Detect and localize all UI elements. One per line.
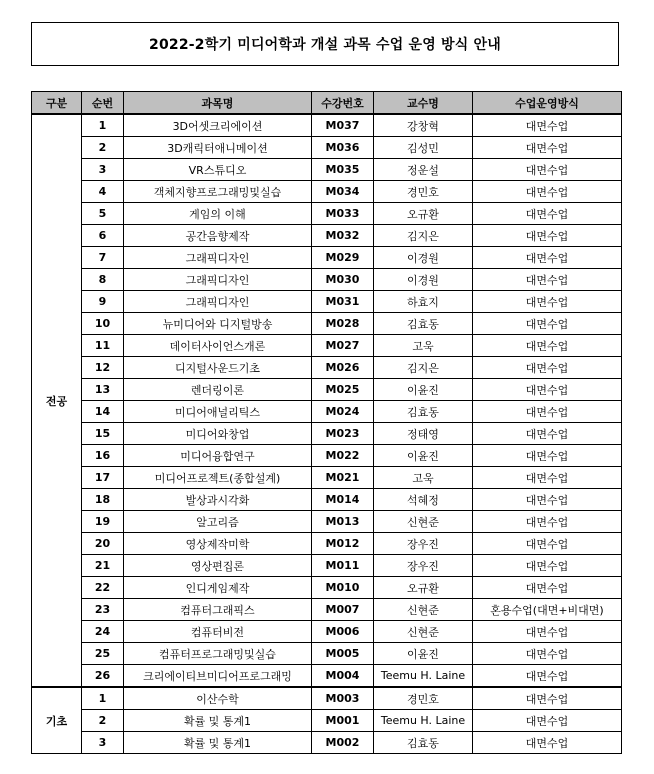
header-number: 순번 xyxy=(82,92,124,115)
table-row xyxy=(32,137,622,159)
page-title: 2022-2학기 미디어학과 개설 과목 수업 운영 방식 안내 xyxy=(31,22,619,66)
class-mode: 대면수업 xyxy=(473,423,622,445)
professor-name: 이윤진 xyxy=(374,379,473,401)
header-course: 과목명 xyxy=(124,92,312,115)
table-row xyxy=(32,732,622,754)
table-row xyxy=(32,313,622,335)
table-body xyxy=(32,114,622,754)
row-number: 1 xyxy=(82,687,124,710)
course-table xyxy=(31,91,622,754)
row-number: 7 xyxy=(82,247,124,269)
row-number: 8 xyxy=(82,269,124,291)
class-mode: 대면수업 xyxy=(473,159,622,181)
class-mode: 대면수업 xyxy=(473,445,622,467)
class-mode: 대면수업 xyxy=(473,401,622,423)
course-code: M003 xyxy=(312,687,374,710)
course-code: M022 xyxy=(312,445,374,467)
course-code: M027 xyxy=(312,335,374,357)
course-name: 컴퓨터그래픽스 xyxy=(124,599,312,621)
row-number: 6 xyxy=(82,225,124,247)
course-code: M025 xyxy=(312,379,374,401)
professor-name: 오규환 xyxy=(374,203,473,225)
row-number: 5 xyxy=(82,203,124,225)
course-code: M010 xyxy=(312,577,374,599)
course-name: 발상과시각화 xyxy=(124,489,312,511)
course-code: M037 xyxy=(312,114,374,137)
class-mode: 대면수업 xyxy=(473,269,622,291)
header-mode: 수업운영방식 xyxy=(473,92,622,115)
course-code: M002 xyxy=(312,732,374,754)
table-row xyxy=(32,269,622,291)
row-number: 22 xyxy=(82,577,124,599)
group-label: 전공 xyxy=(32,114,82,687)
header-category: 구분 xyxy=(32,92,82,115)
class-mode: 대면수업 xyxy=(473,732,622,754)
course-code: M004 xyxy=(312,665,374,688)
table-row xyxy=(32,533,622,555)
professor-name: 이경원 xyxy=(374,269,473,291)
course-name: 3D어셋크리에이션 xyxy=(124,114,312,137)
course-name: 확률 및 통계1 xyxy=(124,732,312,754)
table-row xyxy=(32,225,622,247)
professor-name: 이경원 xyxy=(374,247,473,269)
table-row xyxy=(32,203,622,225)
header-code: 수강번호 xyxy=(312,92,374,115)
table-row xyxy=(32,621,622,643)
course-name: 객체지향프로그래밍및실습 xyxy=(124,181,312,203)
row-number: 17 xyxy=(82,467,124,489)
class-mode: 대면수업 xyxy=(473,379,622,401)
class-mode: 대면수업 xyxy=(473,710,622,732)
table-row xyxy=(32,687,622,710)
professor-name: Teemu H. Laine xyxy=(374,665,473,688)
class-mode: 대면수업 xyxy=(473,489,622,511)
course-name: 미디어프로젝트(종합설계) xyxy=(124,467,312,489)
professor-name: 김지은 xyxy=(374,225,473,247)
class-mode: 대면수업 xyxy=(473,335,622,357)
professor-name: 고욱 xyxy=(374,335,473,357)
course-code: M024 xyxy=(312,401,374,423)
professor-name: 신현준 xyxy=(374,621,473,643)
class-mode: 대면수업 xyxy=(473,687,622,710)
course-name: 미디어융합연구 xyxy=(124,445,312,467)
table-row xyxy=(32,401,622,423)
course-name: 그래픽디자인 xyxy=(124,291,312,313)
table-row xyxy=(32,577,622,599)
professor-name: 이윤진 xyxy=(374,643,473,665)
table-row xyxy=(32,467,622,489)
course-name: 게임의 이해 xyxy=(124,203,312,225)
course-name: 영상제작미학 xyxy=(124,533,312,555)
course-name: 인디게임제작 xyxy=(124,577,312,599)
class-mode: 대면수업 xyxy=(473,247,622,269)
row-number: 24 xyxy=(82,621,124,643)
course-code: M031 xyxy=(312,291,374,313)
class-mode: 대면수업 xyxy=(473,665,622,688)
row-number: 19 xyxy=(82,511,124,533)
course-code: M030 xyxy=(312,269,374,291)
professor-name: 강창혁 xyxy=(374,114,473,137)
class-mode: 대면수업 xyxy=(473,555,622,577)
professor-name: 석혜정 xyxy=(374,489,473,511)
table-row xyxy=(32,445,622,467)
professor-name: 김효동 xyxy=(374,732,473,754)
course-name: 뉴미디어와 디지털방송 xyxy=(124,313,312,335)
course-name: 렌더링이론 xyxy=(124,379,312,401)
row-number: 15 xyxy=(82,423,124,445)
professor-name: 이윤진 xyxy=(374,445,473,467)
table-row xyxy=(32,665,622,688)
course-code: M007 xyxy=(312,599,374,621)
row-number: 21 xyxy=(82,555,124,577)
table-row xyxy=(32,489,622,511)
class-mode: 대면수업 xyxy=(473,577,622,599)
class-mode: 혼용수업(대면+비대면) xyxy=(473,599,622,621)
professor-name: 하효지 xyxy=(374,291,473,313)
row-number: 9 xyxy=(82,291,124,313)
row-number: 2 xyxy=(82,710,124,732)
table-row xyxy=(32,114,622,137)
course-code: M026 xyxy=(312,357,374,379)
row-number: 20 xyxy=(82,533,124,555)
professor-name: 경민호 xyxy=(374,181,473,203)
course-name: 이산수학 xyxy=(124,687,312,710)
professor-name: 경민호 xyxy=(374,687,473,710)
course-code: M012 xyxy=(312,533,374,555)
table-row xyxy=(32,247,622,269)
row-number: 3 xyxy=(82,732,124,754)
course-code: M034 xyxy=(312,181,374,203)
row-number: 25 xyxy=(82,643,124,665)
class-mode: 대면수업 xyxy=(473,291,622,313)
table-row xyxy=(32,555,622,577)
professor-name: 정운설 xyxy=(374,159,473,181)
course-code: M013 xyxy=(312,511,374,533)
table-row xyxy=(32,379,622,401)
row-number: 26 xyxy=(82,665,124,688)
header-professor: 교수명 xyxy=(374,92,473,115)
course-code: M023 xyxy=(312,423,374,445)
class-mode: 대면수업 xyxy=(473,181,622,203)
class-mode: 대면수업 xyxy=(473,621,622,643)
table-row xyxy=(32,357,622,379)
professor-name: 신현준 xyxy=(374,599,473,621)
row-number: 4 xyxy=(82,181,124,203)
professor-name: 오규환 xyxy=(374,577,473,599)
course-name: 그래픽디자인 xyxy=(124,269,312,291)
professor-name: 신현준 xyxy=(374,511,473,533)
class-mode: 대면수업 xyxy=(473,225,622,247)
class-mode: 대면수업 xyxy=(473,533,622,555)
class-mode: 대면수업 xyxy=(473,643,622,665)
row-number: 2 xyxy=(82,137,124,159)
course-name: 데이터사이언스개론 xyxy=(124,335,312,357)
course-name: 확률 및 통계1 xyxy=(124,710,312,732)
course-code: M001 xyxy=(312,710,374,732)
course-name: 알고리즘 xyxy=(124,511,312,533)
table-header-row xyxy=(32,92,622,115)
course-name: 컴퓨터비전 xyxy=(124,621,312,643)
table-row xyxy=(32,511,622,533)
row-number: 3 xyxy=(82,159,124,181)
group-label: 기초 xyxy=(32,687,82,754)
table-row xyxy=(32,159,622,181)
course-code: M033 xyxy=(312,203,374,225)
professor-name: 정태영 xyxy=(374,423,473,445)
class-mode: 대면수업 xyxy=(473,467,622,489)
course-name: 크리에이티브미디어프로그래밍 xyxy=(124,665,312,688)
course-code: M005 xyxy=(312,643,374,665)
table-row xyxy=(32,181,622,203)
row-number: 23 xyxy=(82,599,124,621)
class-mode: 대면수업 xyxy=(473,137,622,159)
professor-name: 김지은 xyxy=(374,357,473,379)
course-name: 공간음향제작 xyxy=(124,225,312,247)
course-code: M014 xyxy=(312,489,374,511)
table-row xyxy=(32,643,622,665)
course-code: M028 xyxy=(312,313,374,335)
professor-name: Teemu H. Laine xyxy=(374,710,473,732)
course-code: M032 xyxy=(312,225,374,247)
row-number: 12 xyxy=(82,357,124,379)
row-number: 14 xyxy=(82,401,124,423)
class-mode: 대면수업 xyxy=(473,357,622,379)
table-row xyxy=(32,335,622,357)
course-code: M021 xyxy=(312,467,374,489)
professor-name: 김성민 xyxy=(374,137,473,159)
course-name: 3D캐릭터애니메이션 xyxy=(124,137,312,159)
course-code: M035 xyxy=(312,159,374,181)
class-mode: 대면수업 xyxy=(473,203,622,225)
course-name: 그래픽디자인 xyxy=(124,247,312,269)
course-code: M011 xyxy=(312,555,374,577)
row-number: 1 xyxy=(82,114,124,137)
professor-name: 장우진 xyxy=(374,533,473,555)
course-name: 디지털사운드기초 xyxy=(124,357,312,379)
course-name: 컴퓨터프로그래밍및실습 xyxy=(124,643,312,665)
professor-name: 고욱 xyxy=(374,467,473,489)
table-row xyxy=(32,291,622,313)
row-number: 11 xyxy=(82,335,124,357)
row-number: 16 xyxy=(82,445,124,467)
row-number: 10 xyxy=(82,313,124,335)
course-name: VR스튜디오 xyxy=(124,159,312,181)
course-code: M006 xyxy=(312,621,374,643)
professor-name: 김효동 xyxy=(374,313,473,335)
professor-name: 김효동 xyxy=(374,401,473,423)
table-row xyxy=(32,423,622,445)
class-mode: 대면수업 xyxy=(473,313,622,335)
table-row xyxy=(32,599,622,621)
course-name: 미디어와창업 xyxy=(124,423,312,445)
table-row xyxy=(32,710,622,732)
course-name: 미디어애널리틱스 xyxy=(124,401,312,423)
row-number: 13 xyxy=(82,379,124,401)
course-name: 영상편집론 xyxy=(124,555,312,577)
course-code: M029 xyxy=(312,247,374,269)
professor-name: 장우진 xyxy=(374,555,473,577)
row-number: 18 xyxy=(82,489,124,511)
course-code: M036 xyxy=(312,137,374,159)
class-mode: 대면수업 xyxy=(473,511,622,533)
class-mode: 대면수업 xyxy=(473,114,622,137)
